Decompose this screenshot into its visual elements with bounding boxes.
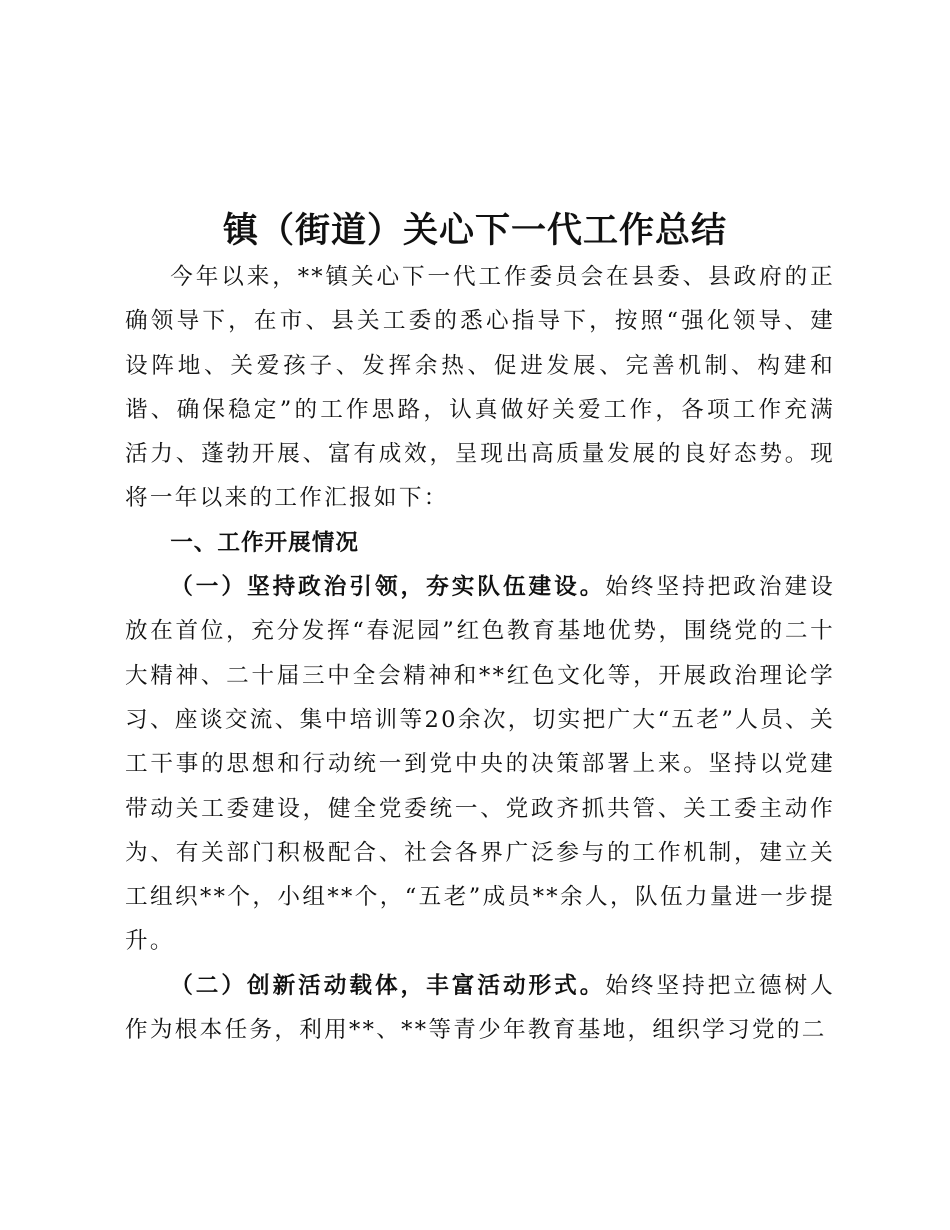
item-1-lead: （一）坚持政治引领，夯实队伍建设。 — [170, 574, 606, 601]
item-1-text: 始终坚持把政治建设放在首位，充分发挥“春泥园”红色教育基地优势，围绕党的二十大精神、二十届三中全会精神和**红色文化等，开展政治理论学习、座谈交流、集中培训等20余次，切实把广大“五老”人员、关工干事的思想和行动统一到党中央的决策部署上来。坚持以党建带动关工委建设，健全党委统一、党政齐抓共管、关工委主动作为、有关部门积极配合、社会各界广泛参与的工作机制，建立关工组织**个，小组**个，“五老”成员**余人，队伍力量进一步提升。 — [125, 574, 835, 955]
intro-paragraph: 今年以来，**镇关心下一代工作委员会在县委、县政府的正确领导下，在市、县关工委的悉心指导下，按照“强化领导、建设阵地、关爱孩子、发挥余热、促进发展、完善机制、构建和谐、确保稳定”的工作思路，认真做好关爱工作，各项工作充满活力、蓬勃开展、富有成效，呈现出高质量发展的良好态势。现将一年以来的工作汇报如下： — [125, 264, 835, 512]
document-body — [125, 255, 835, 1052]
item-2-paragraph — [125, 964, 835, 1053]
item-2-text: 始终坚持把立德树人作为根本任务，利用**、**等青少年教育基地，组织学习党的二 — [125, 972, 835, 1044]
document-title: 镇（街道）关心下一代工作总结 — [222, 210, 727, 251]
item-1-paragraph — [125, 565, 835, 964]
item-2-lead: （二）创新活动载体，丰富活动形式。 — [170, 972, 606, 999]
section-heading: 一、工作开展情况 — [170, 529, 359, 556]
